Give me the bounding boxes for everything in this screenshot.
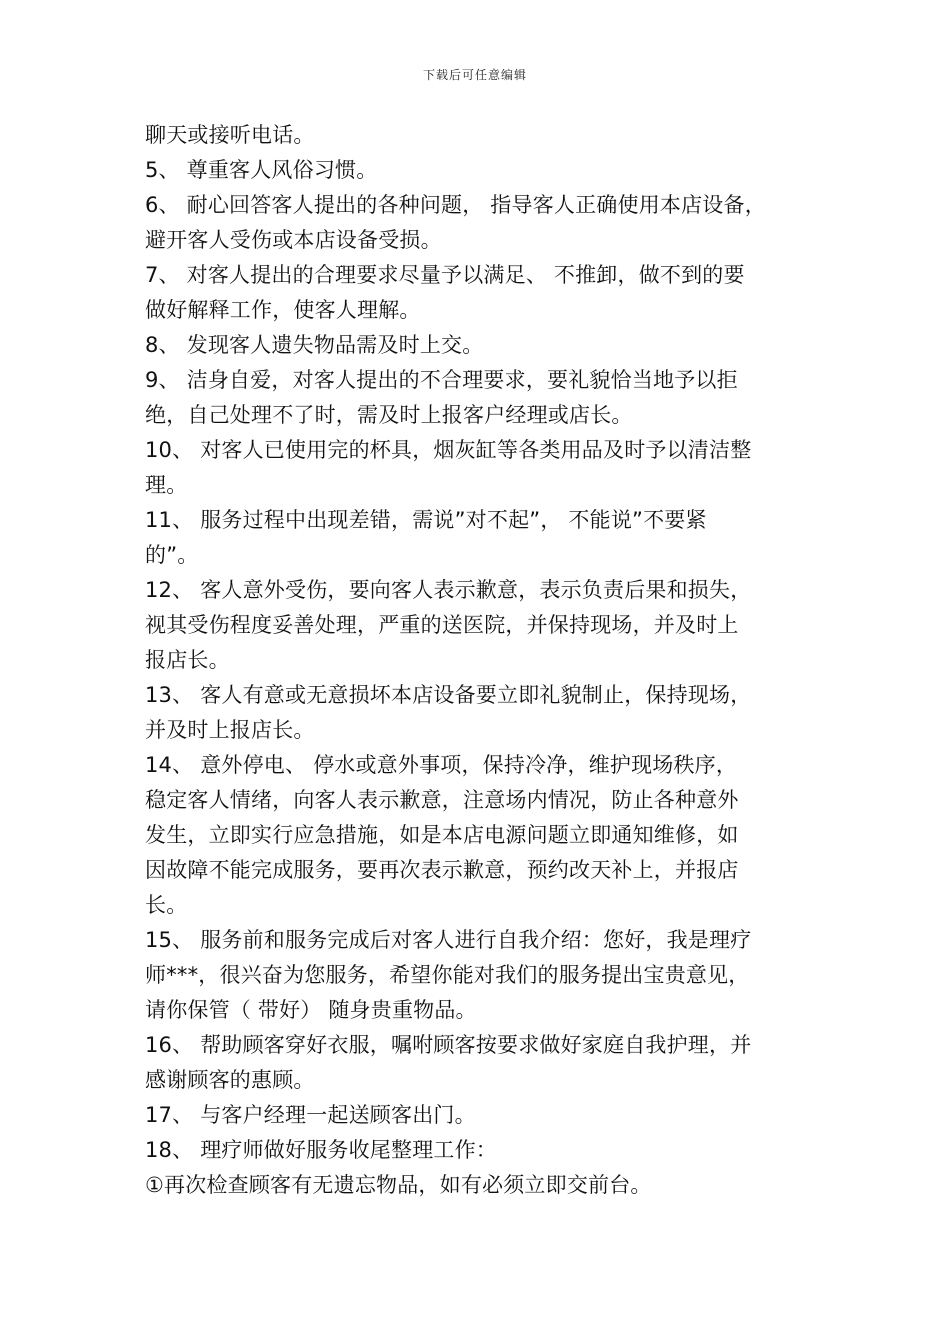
text-line: 聊天或接听电话。 [145, 123, 315, 147]
text-line: 15、 服务前和服务完成后对客人进行自我介绍：您好，我是理疗 [145, 928, 752, 952]
text-line: ①再次检查顾客有无遗忘物品，如有必须立即交前台。 [145, 1173, 652, 1197]
text-line: 报店长。 [145, 648, 230, 672]
text-line: 13、 客人有意或无意损坏本店设备要立即礼貌制止，保持现场， [145, 683, 752, 707]
text-line: 的”。 [145, 543, 199, 567]
text-line: 长。 [145, 893, 188, 917]
text-line: 绝，自己处理不了时，需及时上报客户经理或店长。 [145, 403, 633, 427]
text-line: 18、 理疗师做好服务收尾整理工作： [145, 1138, 497, 1162]
text-line: 请你保管（ 带好） 随身贵重物品。 [145, 998, 477, 1022]
text-line: 10、 对客人已使用完的杯具，烟灰缸等各类用品及时予以清洁整 [145, 438, 752, 462]
text-line: 师***，很兴奋为您服务，希望你能对我们的服务提出宝贵意见， [145, 963, 750, 987]
text-line: 16、 帮助顾客穿好衣服，嘱咐顾客按要求做好家庭自我护理，并 [145, 1033, 752, 1057]
text-line: 7、 对客人提出的合理要求尽量予以满足、 不推卸，做不到的要 [145, 263, 745, 287]
document-body [145, 118, 825, 1203]
text-line: 12、 客人意外受伤，要向客人表示歉意，表示负责后果和损失， [145, 578, 752, 602]
text-line: 6、 耐心回答客人提出的各种问题， 指导客人正确使用本店设备， [145, 193, 766, 217]
text-line: 并及时上报店长。 [145, 718, 315, 742]
text-line: 17、 与客户经理一起送顾客出门。 [145, 1103, 476, 1127]
text-line: 感谢顾客的惠顾。 [145, 1068, 315, 1092]
text-line: 视其受伤程度妥善处理，严重的送医院，并保持现场，并及时上 [145, 613, 739, 637]
text-line: 理。 [145, 473, 188, 497]
text-line: 9、 洁身自爱，对客人提出的不合理要求，要礼貌恰当地予以拒 [145, 368, 738, 392]
text-line: 8、 发现客人遗失物品需及时上交。 [145, 333, 484, 357]
text-line: 14、 意外停电、 停水或意外事项，保持冷净，维护现场秩序， [145, 753, 738, 777]
text-line: 11、 服务过程中出现差错，需说”对不起”， 不能说”不要紧 [145, 508, 707, 532]
text-line: 稳定客人情绪，向客人表示歉意，注意场内情况，防止各种意外 [145, 788, 739, 812]
text-line: 避开客人受伤或本店设备受损。 [145, 228, 442, 252]
page-header: 下载后可任意编辑 [422, 68, 527, 82]
text-line: 5、 尊重客人风俗习惯。 [145, 158, 378, 182]
text-line: 因故障不能完成服务，要再次表示歉意，预约改天补上，并报店 [145, 858, 739, 882]
text-line: 做好解释工作，使客人理解。 [145, 298, 421, 322]
text-line: 发生，立即实行应急措施，如是本店电源问题立即通知维修，如 [145, 823, 739, 847]
